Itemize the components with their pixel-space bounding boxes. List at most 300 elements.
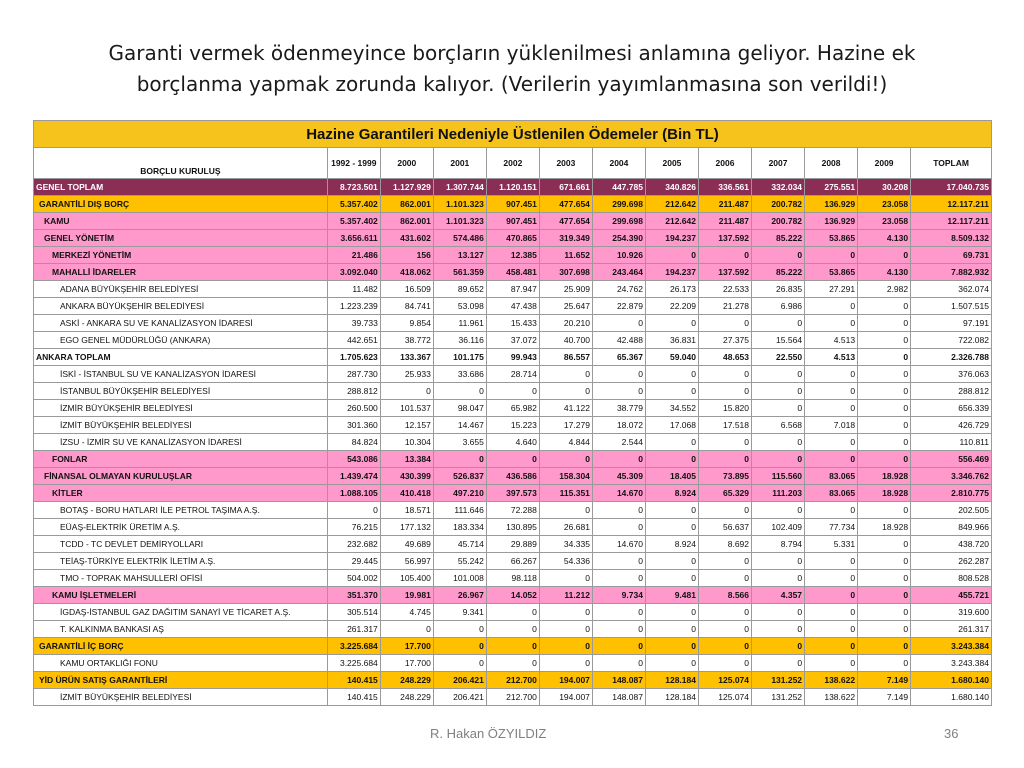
cell-value: 0 [752,451,805,468]
cell-value: 148.087 [592,672,645,689]
row-label: İZSU - İZMİR SU VE KANALİZASYON İDARESİ [34,434,328,451]
cell-value: 3.225.684 [327,655,380,672]
cell-value: 0 [645,366,698,383]
cell-value: 0 [698,366,751,383]
cell-value: 111.203 [752,485,805,502]
cell-value: 0 [858,315,911,332]
cell-value: 0 [486,451,539,468]
cell-value: 248.229 [380,689,433,706]
cell-value: 319.349 [539,230,592,247]
cell-value: 11.961 [433,315,486,332]
cell-value: 47.438 [486,298,539,315]
row-label: KAMU İŞLETMELERİ [34,587,328,604]
cell-value: 16.509 [380,281,433,298]
cell-value: 470.865 [486,230,539,247]
row-label: ANKARA TOPLAM [34,349,328,366]
cell-value: 3.346.762 [911,468,992,485]
cell-value: 362.074 [911,281,992,298]
cell-value: 299.698 [592,213,645,230]
cell-value: 0 [645,655,698,672]
table-row [34,264,992,281]
cell-value: 305.514 [327,604,380,621]
cell-value: 410.418 [380,485,433,502]
table-header-row [34,148,992,179]
cell-value: 65.982 [486,400,539,417]
header-column: 2007 [752,148,805,179]
cell-value: 0 [752,604,805,621]
cell-value: 0 [645,570,698,587]
cell-value: 9.854 [380,315,433,332]
cell-value: 89.652 [433,281,486,298]
cell-value: 6.986 [752,298,805,315]
cell-value: 200.782 [752,196,805,213]
cell-value: 862.001 [380,196,433,213]
cell-value: 212.700 [486,689,539,706]
cell-value: 131.252 [752,672,805,689]
cell-value: 5.357.402 [327,196,380,213]
cell-value: 0 [592,519,645,536]
cell-value: 98.118 [486,570,539,587]
cell-value: 212.642 [645,213,698,230]
cell-value: 8.924 [645,485,698,502]
table-row [34,230,992,247]
cell-value: 65.367 [592,349,645,366]
cell-value: 0 [858,587,911,604]
cell-value: 2.544 [592,434,645,451]
table-row [34,621,992,638]
cell-value: 14.670 [592,536,645,553]
cell-value: 115.351 [539,485,592,502]
cell-value: 3.243.384 [911,655,992,672]
cell-value: 4.844 [539,434,592,451]
table-row [34,400,992,417]
cell-value: 0 [698,621,751,638]
cell-value: 0 [752,621,805,638]
row-label: MAHALLİ İDARELER [34,264,328,281]
cell-value: 12.385 [486,247,539,264]
table-row [34,332,992,349]
cell-value: 862.001 [380,213,433,230]
cell-value: 0 [592,638,645,655]
cell-value: 0 [805,400,858,417]
cell-value: 12.117.211 [911,196,992,213]
cell-value: 83.065 [805,485,858,502]
row-label: ASKİ - ANKARA SU VE KANALİZASYON İDARESİ [34,315,328,332]
cell-value: 1.127.929 [380,179,433,196]
cell-value: 0 [752,655,805,672]
cell-value: 340.826 [645,179,698,196]
cell-value: 156 [380,247,433,264]
cell-value: 722.082 [911,332,992,349]
cell-value: 0 [858,383,911,400]
cell-value: 0 [858,298,911,315]
cell-value: 3.655 [433,434,486,451]
cell-value: 26.681 [539,519,592,536]
table-row [34,604,992,621]
cell-value: 1.680.140 [911,689,992,706]
cell-value: 18.072 [592,417,645,434]
cell-value: 21.278 [698,298,751,315]
cell-value: 0 [858,417,911,434]
header-column: 2003 [539,148,592,179]
cell-value: 17.518 [698,417,751,434]
cell-value: 0 [805,383,858,400]
cell-value: 0 [858,570,911,587]
header-column: 2000 [380,148,433,179]
header-column: 2004 [592,148,645,179]
cell-value: 288.812 [911,383,992,400]
cell-value: 22.533 [698,281,751,298]
cell-value: 39.733 [327,315,380,332]
cell-value: 1.439.474 [327,468,380,485]
cell-value: 105.400 [380,570,433,587]
cell-value: 37.072 [486,332,539,349]
row-label: EÜAŞ-ELEKTRİK ÜRETİM A.Ş. [34,519,328,536]
cell-value: 0 [433,638,486,655]
cell-value: 17.040.735 [911,179,992,196]
cell-value: 0 [805,621,858,638]
cell-value: 125.074 [698,672,751,689]
cell-value: 18.928 [858,468,911,485]
cell-value: 0 [592,621,645,638]
cell-value: 211.487 [698,213,751,230]
cell-value: 69.731 [911,247,992,264]
cell-value: 136.929 [805,196,858,213]
cell-value: 0 [539,604,592,621]
cell-value: 0 [698,502,751,519]
cell-value: 260.500 [327,400,380,417]
table-row [34,315,992,332]
cell-value: 0 [858,553,911,570]
row-label: EGO GENEL MÜDÜRLÜĞÜ (ANKARA) [34,332,328,349]
cell-value: 418.062 [380,264,433,281]
cell-value: 4.513 [805,349,858,366]
cell-value: 38.779 [592,400,645,417]
cell-value: 98.047 [433,400,486,417]
cell-value: 48.653 [698,349,751,366]
cell-value: 102.409 [752,519,805,536]
cell-value: 34.335 [539,536,592,553]
cell-value: 0 [698,451,751,468]
row-label: GARANTİLİ İÇ BORÇ [34,638,328,655]
cell-value: 0 [592,366,645,383]
cell-value: 0 [433,655,486,672]
cell-value: 0 [858,366,911,383]
cell-value: 115.560 [752,468,805,485]
row-label: İGDAŞ-İSTANBUL GAZ DAĞITIM SANAYİ VE TİCARET A.Ş. [34,604,328,621]
cell-value: 0 [858,400,911,417]
cell-value: 0 [433,383,486,400]
cell-value: 0 [698,570,751,587]
row-label: İSTANBUL BÜYÜKŞEHİR BELEDİYESİ [34,383,328,400]
cell-value: 442.651 [327,332,380,349]
cell-value: 59.040 [645,349,698,366]
cell-value: 504.002 [327,570,380,587]
cell-value: 0 [592,502,645,519]
cell-value: 206.421 [433,689,486,706]
cell-value: 76.215 [327,519,380,536]
cell-value: 0 [698,247,751,264]
cell-value: 0 [752,366,805,383]
cell-value: 0 [592,451,645,468]
cell-value: 211.487 [698,196,751,213]
cell-value: 0 [858,502,911,519]
cell-value: 0 [645,502,698,519]
table-row [34,298,992,315]
cell-value: 15.564 [752,332,805,349]
cell-value: 8.509.132 [911,230,992,247]
cell-value: 19.981 [380,587,433,604]
cell-value: 101.175 [433,349,486,366]
cell-value: 0 [805,315,858,332]
cell-value: 458.481 [486,264,539,281]
cell-value: 14.670 [592,485,645,502]
cell-value: 1.680.140 [911,672,992,689]
cell-value: 0 [645,519,698,536]
row-label: KAMU [34,213,328,230]
cell-value: 336.561 [698,179,751,196]
cell-value: 22.879 [592,298,645,315]
cell-value: 0 [380,383,433,400]
cell-value: 0 [858,349,911,366]
row-label: İSKİ - İSTANBUL SU VE KANALİZASYON İDARESİ [34,366,328,383]
cell-value: 14.467 [433,417,486,434]
guarantee-payments-table [33,120,992,706]
row-label: İZMİR BÜYÜKŞEHİR BELEDİYESİ [34,400,328,417]
cell-value: 194.007 [539,672,592,689]
cell-value: 232.682 [327,536,380,553]
cell-value: 0 [805,298,858,315]
cell-value: 183.334 [433,519,486,536]
cell-value: 307.698 [539,264,592,281]
row-label: GENEL YÖNETİM [34,230,328,247]
cell-value: 15.820 [698,400,751,417]
cell-value: 2.982 [858,281,911,298]
cell-value: 275.551 [805,179,858,196]
cell-value: 0 [805,587,858,604]
header-borclu-kurulus: BORÇLU KURULUŞ [34,148,328,179]
cell-value: 42.488 [592,332,645,349]
cell-value: 26.967 [433,587,486,604]
guarantee-table-container [33,120,992,706]
cell-value: 202.505 [911,502,992,519]
cell-value: 25.909 [539,281,592,298]
cell-value: 7.018 [805,417,858,434]
cell-value: 0 [486,383,539,400]
cell-value: 8.566 [698,587,751,604]
header-column: 2006 [698,148,751,179]
cell-value: 497.210 [433,485,486,502]
cell-value: 17.068 [645,417,698,434]
cell-value: 36.116 [433,332,486,349]
cell-value: 20.210 [539,315,592,332]
cell-value: 36.831 [645,332,698,349]
cell-value: 110.811 [911,434,992,451]
cell-value: 0 [698,383,751,400]
cell-value: 0 [858,621,911,638]
cell-value: 0 [592,383,645,400]
cell-value: 332.034 [752,179,805,196]
header-column: TOPLAM [911,148,992,179]
cell-value: 49.689 [380,536,433,553]
cell-value: 4.357 [752,587,805,604]
cell-value: 0 [805,451,858,468]
cell-value: 53.865 [805,230,858,247]
table-row [34,587,992,604]
row-label: YİD ÜRÜN SATIŞ GARANTİLERİ [34,672,328,689]
table-row [34,638,992,655]
table-row [34,570,992,587]
cell-value: 526.837 [433,468,486,485]
cell-value: 34.552 [645,400,698,417]
cell-value: 0 [645,383,698,400]
cell-value: 85.222 [752,230,805,247]
cell-value: 299.698 [592,196,645,213]
cell-value: 0 [752,553,805,570]
cell-value: 73.895 [698,468,751,485]
cell-value: 18.928 [858,485,911,502]
cell-value: 18.571 [380,502,433,519]
cell-value: 14.052 [486,587,539,604]
cell-value: 8.924 [645,536,698,553]
cell-value: 556.469 [911,451,992,468]
cell-value: 45.714 [433,536,486,553]
cell-value: 11.212 [539,587,592,604]
cell-value: 262.287 [911,553,992,570]
row-label: KAMU ORTAKLIĞI FONU [34,655,328,672]
table-row [34,655,992,672]
cell-value: 907.451 [486,196,539,213]
slide-title: Garanti vermek ödenmeyince borçların yüklenilmesi anlamına geliyor. Hazine ek borçlanma yapmak zorunda kalıyor. (Verilerin yayımlanmasına son verildi!) [108,41,916,96]
cell-value: 5.357.402 [327,213,380,230]
cell-value: 0 [539,638,592,655]
cell-value: 1.223.239 [327,298,380,315]
cell-value: 436.586 [486,468,539,485]
cell-value: 9.341 [433,604,486,621]
cell-value: 33.686 [433,366,486,383]
cell-value: 137.592 [698,264,751,281]
cell-value: 0 [645,434,698,451]
cell-value: 477.654 [539,196,592,213]
cell-value: 0 [805,655,858,672]
row-label: MERKEZİ YÖNETİM [34,247,328,264]
cell-value: 301.360 [327,417,380,434]
cell-value: 431.602 [380,230,433,247]
cell-value: 0 [858,247,911,264]
table-row [34,349,992,366]
row-label: ADANA BÜYÜKŞEHİR BELEDİYESİ [34,281,328,298]
cell-value: 376.063 [911,366,992,383]
cell-value: 85.222 [752,264,805,281]
table-row [34,434,992,451]
cell-value: 0 [752,434,805,451]
cell-value: 0 [645,315,698,332]
cell-value: 261.317 [911,621,992,638]
cell-value: 23.058 [858,213,911,230]
cell-value: 128.184 [645,689,698,706]
cell-value: 56.637 [698,519,751,536]
cell-value: 254.390 [592,230,645,247]
cell-value: 26.173 [645,281,698,298]
row-label: TCDD - TC DEVLET DEMİRYOLLARI [34,536,328,553]
cell-value: 128.184 [645,672,698,689]
cell-value: 1.507.515 [911,298,992,315]
cell-value: 0 [539,366,592,383]
cell-value: 3.092.040 [327,264,380,281]
cell-value: 133.367 [380,349,433,366]
cell-value: 0 [858,451,911,468]
cell-value: 99.943 [486,349,539,366]
table-body [34,179,992,706]
cell-value: 206.421 [433,672,486,689]
cell-value: 849.966 [911,519,992,536]
cell-value: 0 [592,655,645,672]
row-label: İZMİT BÜYÜKŞEHİR BELEDİYESİ [34,417,328,434]
cell-value: 438.720 [911,536,992,553]
cell-value: 261.317 [327,621,380,638]
cell-value: 66.267 [486,553,539,570]
cell-value: 84.824 [327,434,380,451]
cell-value: 22.550 [752,349,805,366]
cell-value: 0 [752,383,805,400]
cell-value: 5.331 [805,536,858,553]
cell-value: 0 [539,655,592,672]
cell-value: 177.132 [380,519,433,536]
cell-value: 53.098 [433,298,486,315]
cell-value: 4.513 [805,332,858,349]
cell-value: 0 [486,621,539,638]
cell-value: 17.700 [380,655,433,672]
cell-value: 12.157 [380,417,433,434]
cell-value: 194.007 [539,689,592,706]
row-label: TMO - TOPRAK MAHSULLERİ OFİSİ [34,570,328,587]
cell-value: 0 [645,553,698,570]
header-column: 2002 [486,148,539,179]
cell-value: 87.947 [486,281,539,298]
cell-value: 194.237 [645,230,698,247]
cell-value: 40.700 [539,332,592,349]
cell-value: 477.654 [539,213,592,230]
cell-value: 101.008 [433,570,486,587]
cell-value: 0 [805,638,858,655]
cell-value: 53.865 [805,264,858,281]
cell-value: 7.149 [858,672,911,689]
cell-value: 0 [592,553,645,570]
cell-value: 15.433 [486,315,539,332]
cell-value: 25.933 [380,366,433,383]
cell-value: 111.646 [433,502,486,519]
row-label: ANKARA BÜYÜKŞEHİR BELEDİYESİ [34,298,328,315]
cell-value: 0 [486,638,539,655]
cell-value: 426.729 [911,417,992,434]
cell-value: 17.279 [539,417,592,434]
cell-value: 7.882.932 [911,264,992,281]
cell-value: 1.307.744 [433,179,486,196]
table-row [34,468,992,485]
cell-value: 0 [433,621,486,638]
cell-value: 656.339 [911,400,992,417]
table-row [34,502,992,519]
cell-value: 8.723.501 [327,179,380,196]
cell-value: 41.122 [539,400,592,417]
cell-value: 0 [805,570,858,587]
cell-value: 0 [539,502,592,519]
cell-value: 10.304 [380,434,433,451]
cell-value: 0 [752,570,805,587]
cell-value: 6.568 [752,417,805,434]
table-row [34,689,992,706]
table-title: Hazine Garantileri Nedeniyle Üstlenilen Ödemeler (Bin TL) [34,121,992,148]
